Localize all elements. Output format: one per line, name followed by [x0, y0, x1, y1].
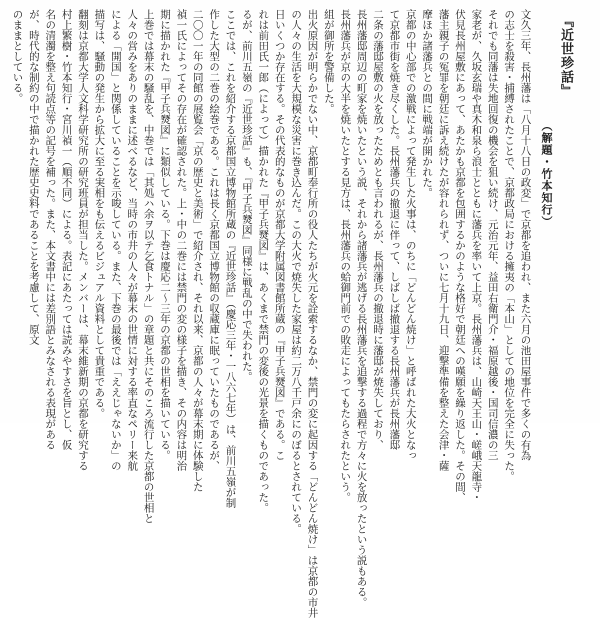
body-line: ここでは、これを紹介する京都国立博物館所蔵の『近世珍話』（慶応三年・一八六七年）は、前川五嶺が制: [224, 9, 237, 508]
body-line: 藩主親子の冤罪を朝廷に訴え続けたが容れられず、ついに七月十九日、迎撃準備を整えた会津・薩: [437, 9, 450, 471]
body-line: 家老が、久坂玄瑞や真木和泉ら浪士とともに藩兵を率いて上京。長州藩兵は、山崎天王山・嵯峨天龍寺・: [470, 9, 483, 503]
body-line: るが、前川五嶺の『近世珍話』も、『甲子兵燹図』同様に戦乱の中で失われた。: [240, 9, 253, 382]
body-line: 摩ほか諸藩兵との間に戦端が開かれた。: [421, 9, 434, 198]
body-line: 期に描かれた『甲子兵燹図』に類似している。下巻は慶応二～三年の京都の世相を描いている。: [158, 9, 171, 461]
body-line: 文久三年、長州藩は「八月十八日の政変」で京都を追われ、また六月の池田屋事件で多くの有為: [519, 9, 532, 461]
body-line: 出火原因が明らかでない中、京都町奉行所の役人たちが火元を詮索するなか、禁門の変に起因する「どんどん焼け」は京都の市井: [306, 9, 319, 618]
body-line: 上巻では幕末の騒乱を、中巻では「其処ハ余ヲ以テ乞食トナル」の章題と共にそのころ流行した京都の世相と: [142, 9, 155, 524]
body-line: 二〇〇一年の同館の展覧会「京の歴史と美術」で紹介され、それ以来、京都の人々が幕末期に体験した: [191, 9, 204, 492]
body-line: 名の清濁を整え句読点等の記号を補った。また、本文書中には差別語とみなされる表現がある: [44, 9, 57, 450]
body-line: 作した大型の二巻の絵巻である。これは長く京都国立博物館の収蔵庫に眠っていたものであるが、: [208, 9, 221, 471]
body-line: それでも同藩は失地回復の機会を狙い続け、元治元年、益田右衛門介・福原越後・国司信濃の三: [486, 9, 499, 461]
body-line: て京都市街を焼き尽くした。長州藩兵の撤退に伴って、しばしば撤退する長州藩兵が長州藩邸: [388, 9, 401, 450]
document-title: 『近世珍話』: [558, 14, 573, 98]
document-author: （解題・竹本知行）: [540, 120, 553, 228]
body-line: の志士を殺害・捕縛されたことで、京都政局における擁夷の「本山」としての地位を完全に失った。: [503, 9, 516, 482]
body-line: 禎一氏によってその存在が確認された。上・中の二巻には禁門の変の様子を描き、その内容は明治: [175, 9, 188, 471]
body-line: 長州藩兵が京の大半を焼いたとする見方は、長州藩兵の蛤御門前での敗走によってもたらされたという。: [339, 9, 352, 503]
body-line: のままとしている。: [11, 9, 24, 104]
body-line: 長州藩邸周辺の町家を焼いたという説、それから諸藩兵が逃げる長州藩兵を追撃する過程で方々に火を放ったという説もある。: [355, 9, 368, 608]
body-line: 伏見長州屋敷にあって、あたかも京都を包囲するかのような格好で朝廷への嘆願を繰り返した。その間、: [453, 9, 466, 503]
body-line: 組が御所を警備した。: [322, 9, 335, 114]
body-line: が、時代的な制約の中で描かれた歴史史料であることを考慮して、原文: [27, 9, 40, 345]
body-line: 翻刻は京都大学人文科学研究所の研究班員が担当した。メンバーは、幕末維新期の京都を研究する: [77, 9, 90, 471]
body-line: 人々の営みをありのままに述べるなど、当時の市井の人々が幕末の世情に対する率直なペリー来航: [126, 9, 139, 471]
body-line: による「開国」と関係していることを示唆している。また、下巻の最後では「ええじゃないか」の: [109, 9, 122, 471]
body-line: れは前田氏一郎（によって）描かれた『甲子兵燹図』は、あくまで禁門の変後の光景を描くものであった。: [257, 9, 270, 513]
body-line: 村上繁樹・竹本知行・宮川禎一（順不同）による。表記にあたっては読みやすさを旨とし、仮: [60, 9, 73, 450]
body-line: 描写は、騒動の発生から拡大に至る実相をも伝えるビジュアル資料として貴重である。: [93, 9, 106, 419]
body-line: 二条の藩邸屋敷の火を放ったためとも言われるが、長州藩兵の撤退時に藩邸が焼失しており、: [372, 9, 385, 450]
body-line: 日いくつか存在する。その代表的なものが京都大学附属図書館所蔵の『甲子兵燹図』である。こ: [273, 9, 286, 461]
body-line: の人々の生活を大規模な災害に巻き込んだ。この大火で焼失した家屋は約二万八千戸余にのぼるとされている。: [290, 9, 303, 534]
body-line: 京都の中心部での激戦によって発生した火事は、のちに「どんどん焼け」と呼ばれた大火となっ: [404, 9, 417, 461]
